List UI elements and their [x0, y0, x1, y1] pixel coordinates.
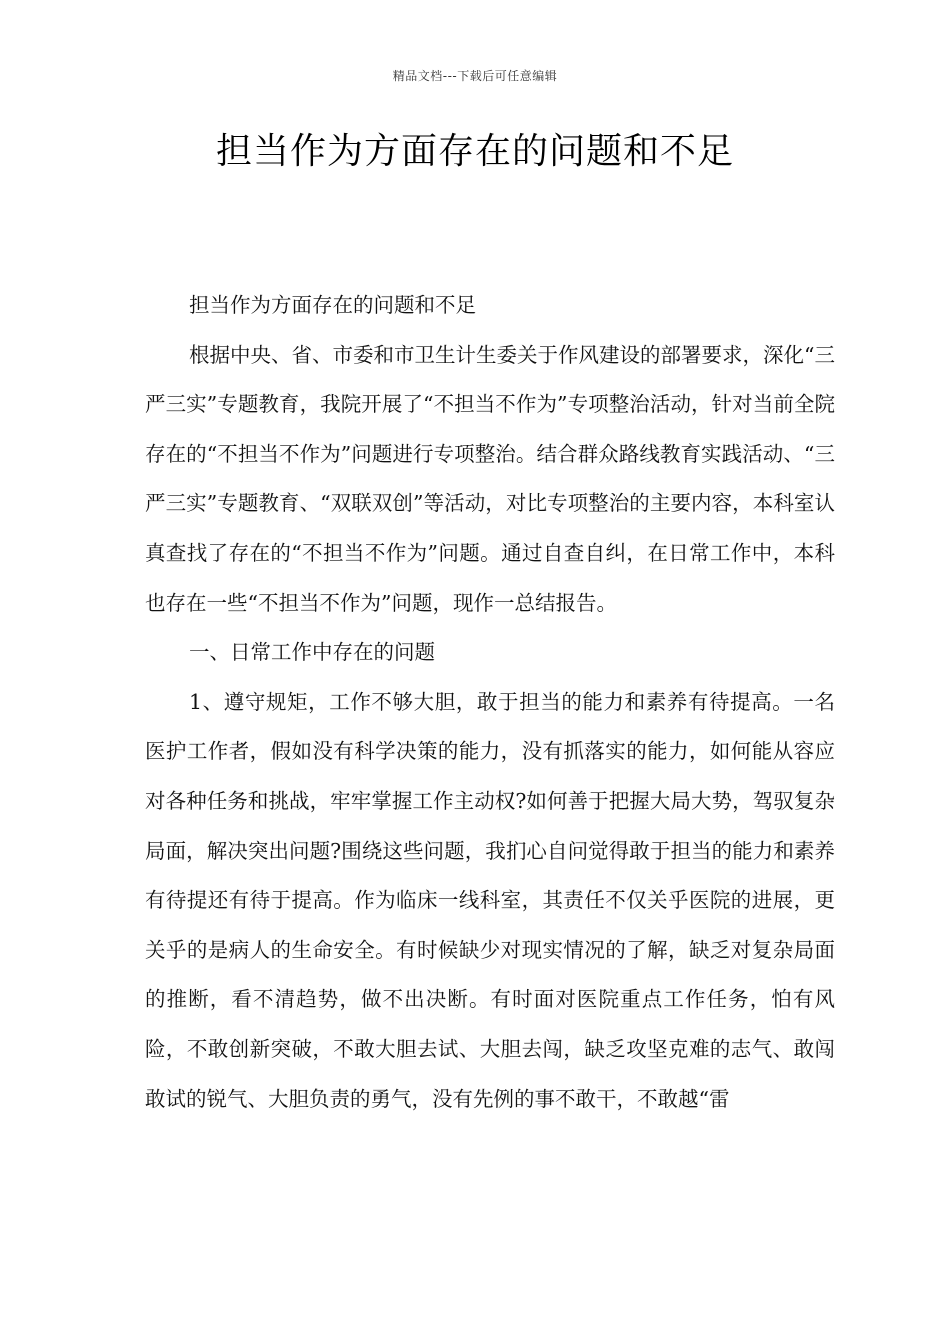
document-body: [145, 281, 835, 1124]
paragraph-intro: 根据中央、省、市委和市卫生计生委关于作风建设的部署要求，深化“三严三实”专题教育，我院开展了“不担当不作为”专项整治活动，针对当前全院存在的“不担当不作为”问题进行专项整治。结合群众路线教育实践活动、“三严三实”专题教育、“双联双创”等活动，对比专项整治的主要内容，本科室认真查找了存在的“不担当不作为”问题。通过自查自纠，在日常工作中，本科也存在一些“不担当不作为”问题，现作一总结报告。: [145, 342, 835, 615]
document-title: 担当作为方面存在的问题和不足: [215, 131, 734, 172]
paragraph-subtitle: 担当作为方面存在的问题和不足: [189, 293, 476, 317]
section-heading: 一、日常工作中存在的问题: [189, 640, 435, 665]
paragraph-item-1: 1、遵守规矩，工作不够大胆，敢于担当的能力和素养有待提高。一名医护工作者，假如没有科学决策的能力，没有抓落实的能力，如何能从容应对各种任务和挑战，牢牢掌握工作主动权?如何善于把握大局大势，驾驭复杂局面，解决突出问题?围绕这些问题，我扪心自问觉得敢于担当的能力和素养有待提还有待于提高。作为临床一线科室，其责任不仅关乎医院的进展，更关乎的是病人的生命安全。有时候缺少对现实情况的了解，缺乏对复杂局面的推断，看不清趋势，做不出决断。有时面对医院重点工作任务，怕有风险，不敢创新突破，不敢大胆去试、大胆去闯，缺乏攻坚克难的志气、敢闯敢试的锐气、大胆负责的勇气，没有先例的事不敢干，不敢越“雷: [145, 689, 835, 1111]
header-note: 精品文档---下载后可任意编辑: [392, 69, 558, 83]
